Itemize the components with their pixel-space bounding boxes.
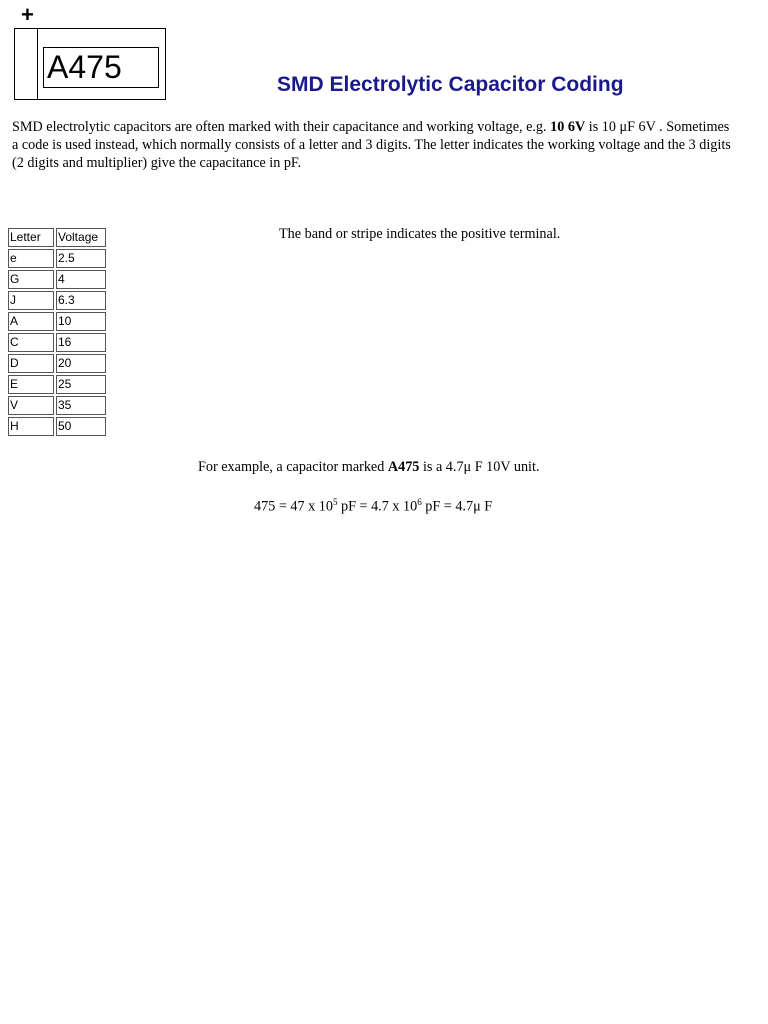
voltage-cell: 6.3 xyxy=(56,291,106,310)
table-row xyxy=(8,417,106,436)
example-prefix: For example, a capacitor marked xyxy=(198,459,388,475)
voltage-cell: 35 xyxy=(56,396,106,415)
voltage-cell: 2.5 xyxy=(56,249,106,268)
header-letter: Letter xyxy=(8,228,54,247)
letter-cell: D xyxy=(8,354,54,373)
letter-cell: A xyxy=(8,312,54,331)
formula-exponent-1: 5 xyxy=(332,497,338,507)
voltage-cell: 25 xyxy=(56,375,106,394)
table-row xyxy=(8,396,106,415)
formula-part-2: pF = 4.7 x 10 xyxy=(337,498,418,515)
table-row xyxy=(8,312,106,331)
capacitance-formula xyxy=(254,497,492,516)
table-row xyxy=(8,375,106,394)
letter-cell: H xyxy=(8,417,54,436)
voltage-code-table xyxy=(6,226,108,438)
intro-paragraph xyxy=(12,118,732,172)
header-voltage: Voltage xyxy=(56,228,106,247)
positive-terminal-sign: + xyxy=(21,2,34,27)
voltage-cell: 4 xyxy=(56,270,106,289)
example-suffix: is a 4.7μ F 10V unit. xyxy=(419,459,540,475)
intro-example-code: 10 6V xyxy=(550,119,586,135)
table-row xyxy=(8,270,106,289)
band-note: The band or stripe indicates the positive terminal. xyxy=(279,226,561,242)
example-sentence xyxy=(198,459,539,476)
table-row xyxy=(8,354,106,373)
table-header-row xyxy=(8,228,106,247)
page-title: SMD Electrolytic Capacitor Coding xyxy=(277,73,624,96)
formula-exponent-2: 6 xyxy=(417,497,422,507)
letter-cell: C xyxy=(8,333,54,352)
example-code: A475 xyxy=(387,459,420,475)
voltage-cell: 50 xyxy=(56,417,106,436)
letter-cell: V xyxy=(8,396,54,415)
capacitor-code-label: A475 xyxy=(43,47,159,88)
capacitor-band-stripe xyxy=(37,28,38,100)
formula-part-3: pF = 4.7μ F xyxy=(421,498,493,515)
letter-cell: G xyxy=(8,270,54,289)
intro-text-1: SMD electrolytic capacitors are often marked with their capacitance and working voltage, e.g. xyxy=(12,119,551,135)
intro-text-2: is 10 μF 6V . Sometimes a code is used instead, which normally consists of a letter and 3 digits. The letter indicates the working voltage and the 3 digits (2 digits and multiplier) give the capacitance in pF. xyxy=(12,119,731,171)
voltage-cell: 10 xyxy=(56,312,106,331)
table-row xyxy=(8,333,106,352)
table-row xyxy=(8,249,106,268)
table-row xyxy=(8,291,106,310)
voltage-cell: 16 xyxy=(56,333,106,352)
letter-cell: J xyxy=(8,291,54,310)
letter-cell: E xyxy=(8,375,54,394)
formula-part-1: 475 = 47 x 10 xyxy=(254,498,333,515)
letter-cell: e xyxy=(8,249,54,268)
voltage-cell: 20 xyxy=(56,354,106,373)
